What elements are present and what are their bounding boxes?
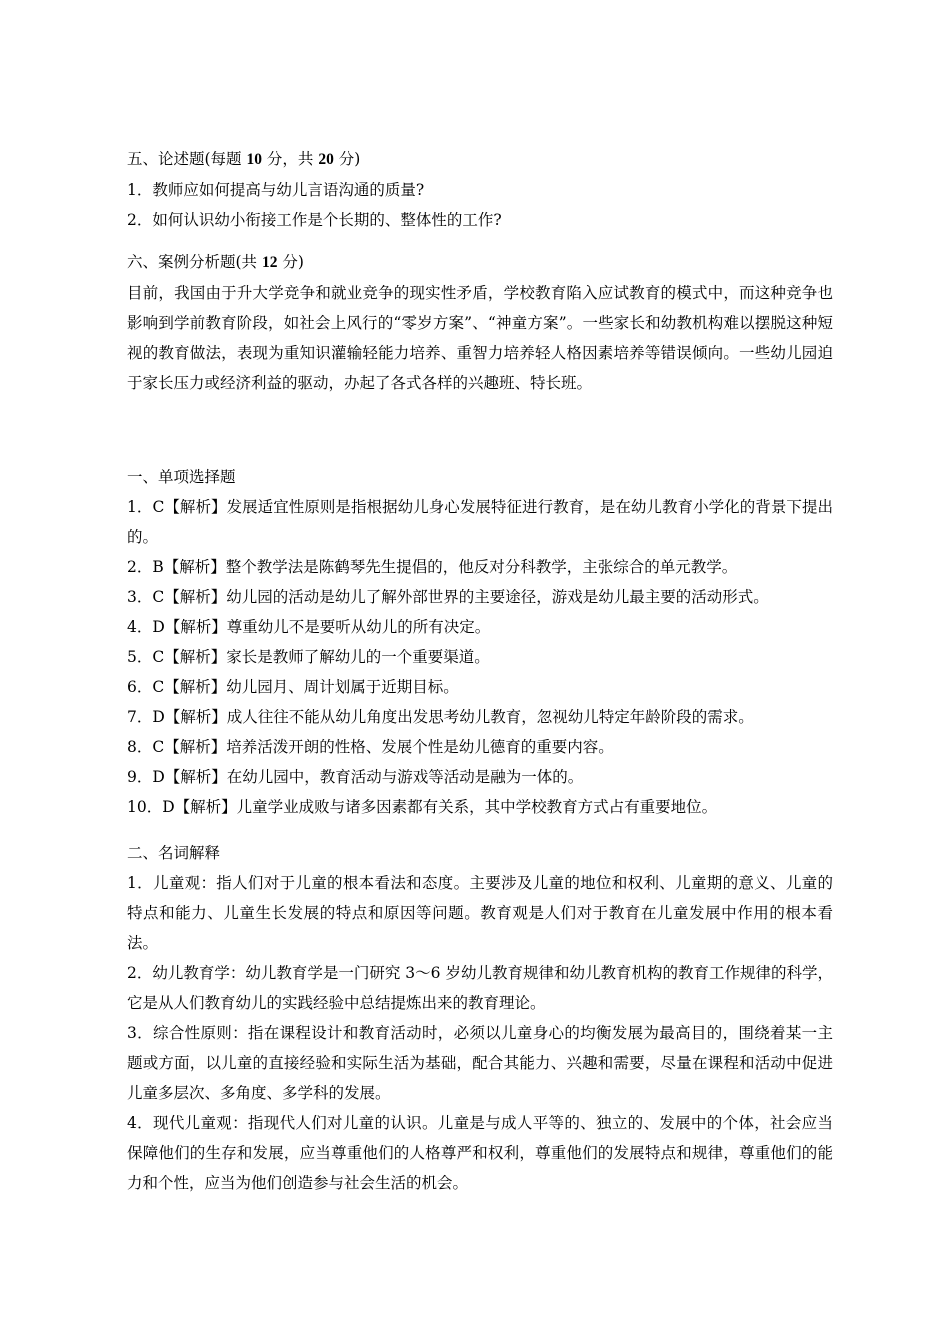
definition-item: 3．综合性原则：指在课程设计和教育活动时，必须以儿童身心的均衡发展为最高目的，围绕着某一主题或方面，以儿童的直接经验和实际生活为基础，配合其能力、兴趣和需要，尽量在课程和活动中促进儿童多层次、多角度、多学科的发展。 [127,1024,833,1102]
heading-points: 10 [246,151,262,168]
single-choice-heading: 一、单项选择题 [127,468,236,486]
essay-question: 1．教师应如何提高与幼儿言语沟通的质量? [127,181,425,199]
definition-item: 1．儿童观：指人们对于儿童的根本看法和态度。主要涉及儿童的地位和权利、儿童期的意义、儿童的特点和能力、儿童生长发展的特点和原因等问题。教育观是人们对于教育在儿童发展中作用的根本看法。 [127,874,833,952]
answer-item: 10．D【解析】儿童学业成败与诸多因素都有关系，其中学校教育方式占有重要地位。 [127,798,718,816]
answer-item: 3．C【解析】幼儿园的活动是幼儿了解外部世界的主要途径，游戏是幼儿最主要的活动形式。 [127,588,769,606]
heading-points: 12 [261,254,278,271]
answer-item: 9．D【解析】在幼儿园中，教育活动与游戏等活动是融为一体的。 [127,768,584,786]
heading-prefix: 五、论述题(每题 [127,150,247,168]
answer-item: 7．D【解析】成人往往不能从幼儿角度出发思考幼儿教育，忽视幼儿特定年龄阶段的需求。 [127,708,754,726]
definition-item: 4．现代儿童观：指现代人们对儿童的认识。儿童是与成人平等的、独立的、发展中的个体，社会应当保障他们的生存和发展，应当尊重他们的人格尊严和权利，尊重他们的发展特点和规律，尊重他们的能力和个性，应当为他们创造参与社会生活的机会。 [127,1114,833,1192]
answer-item: 8．C【解析】培养活泼开朗的性格、发展个性是幼儿德育的重要内容。 [127,738,614,756]
essay-questions-section [127,144,833,235]
heading-total: 20 [318,151,334,168]
term-definitions-heading: 二、名词解释 [127,844,221,862]
heading-mid: 分，共 [261,150,319,168]
answer-item: 6．C【解析】幼儿园月、周计划属于近期目标。 [127,678,459,696]
term-definitions-section [127,838,833,1198]
answer-item: 4．D【解析】尊重幼儿不是要听从幼儿的所有决定。 [127,618,491,636]
answer-item: 5．C【解析】家长是教师了解幼儿的一个重要渠道。 [127,648,490,666]
case-analysis-heading [127,247,833,278]
heading-suffix: 分) [277,253,304,271]
heading-prefix: 六、案例分析题(共 [127,253,262,271]
single-choice-answers-section [127,462,833,822]
essay-question: 2．如何认识幼小衔接工作是个长期的、整体性的工作? [127,211,502,229]
heading-suffix: 分) [333,150,361,168]
case-analysis-section [127,247,833,398]
case-text: 目前，我国由于升大学竞争和就业竞争的现实性矛盾，学校教育陷入应试教育的模式中，而这种竞争也影响到学前教育阶段，如社会上风行的“零岁方案”、“神童方案”。一些家长和幼教机构难以摆脱这种短视的教育做法，表现为重知识灌输轻能力培养、重智力培养轻人格因素培养等错误倾向。一些幼儿园迫于家长压力或经济利益的驱动，办起了各式各样的兴趣班、特长班。 [127,284,833,392]
essay-questions-heading [127,144,833,175]
definition-item: 2．幼儿教育学：幼儿教育学是一门研究 3～6 岁幼儿教育规律和幼儿教育机构的教育工作规律的科学，它是从人们教育幼儿的实践经验中总结提炼出来的教育理论。 [127,964,833,1012]
answer-item: 2．B【解析】整个教学法是陈鹤琴先生提倡的，他反对分科教学，主张综合的单元教学。 [127,558,738,576]
answer-item: 1．C【解析】发展适宜性原则是指根据幼儿身心发展特征进行教育，是在幼儿教育小学化的背景下提出的。 [127,498,833,546]
